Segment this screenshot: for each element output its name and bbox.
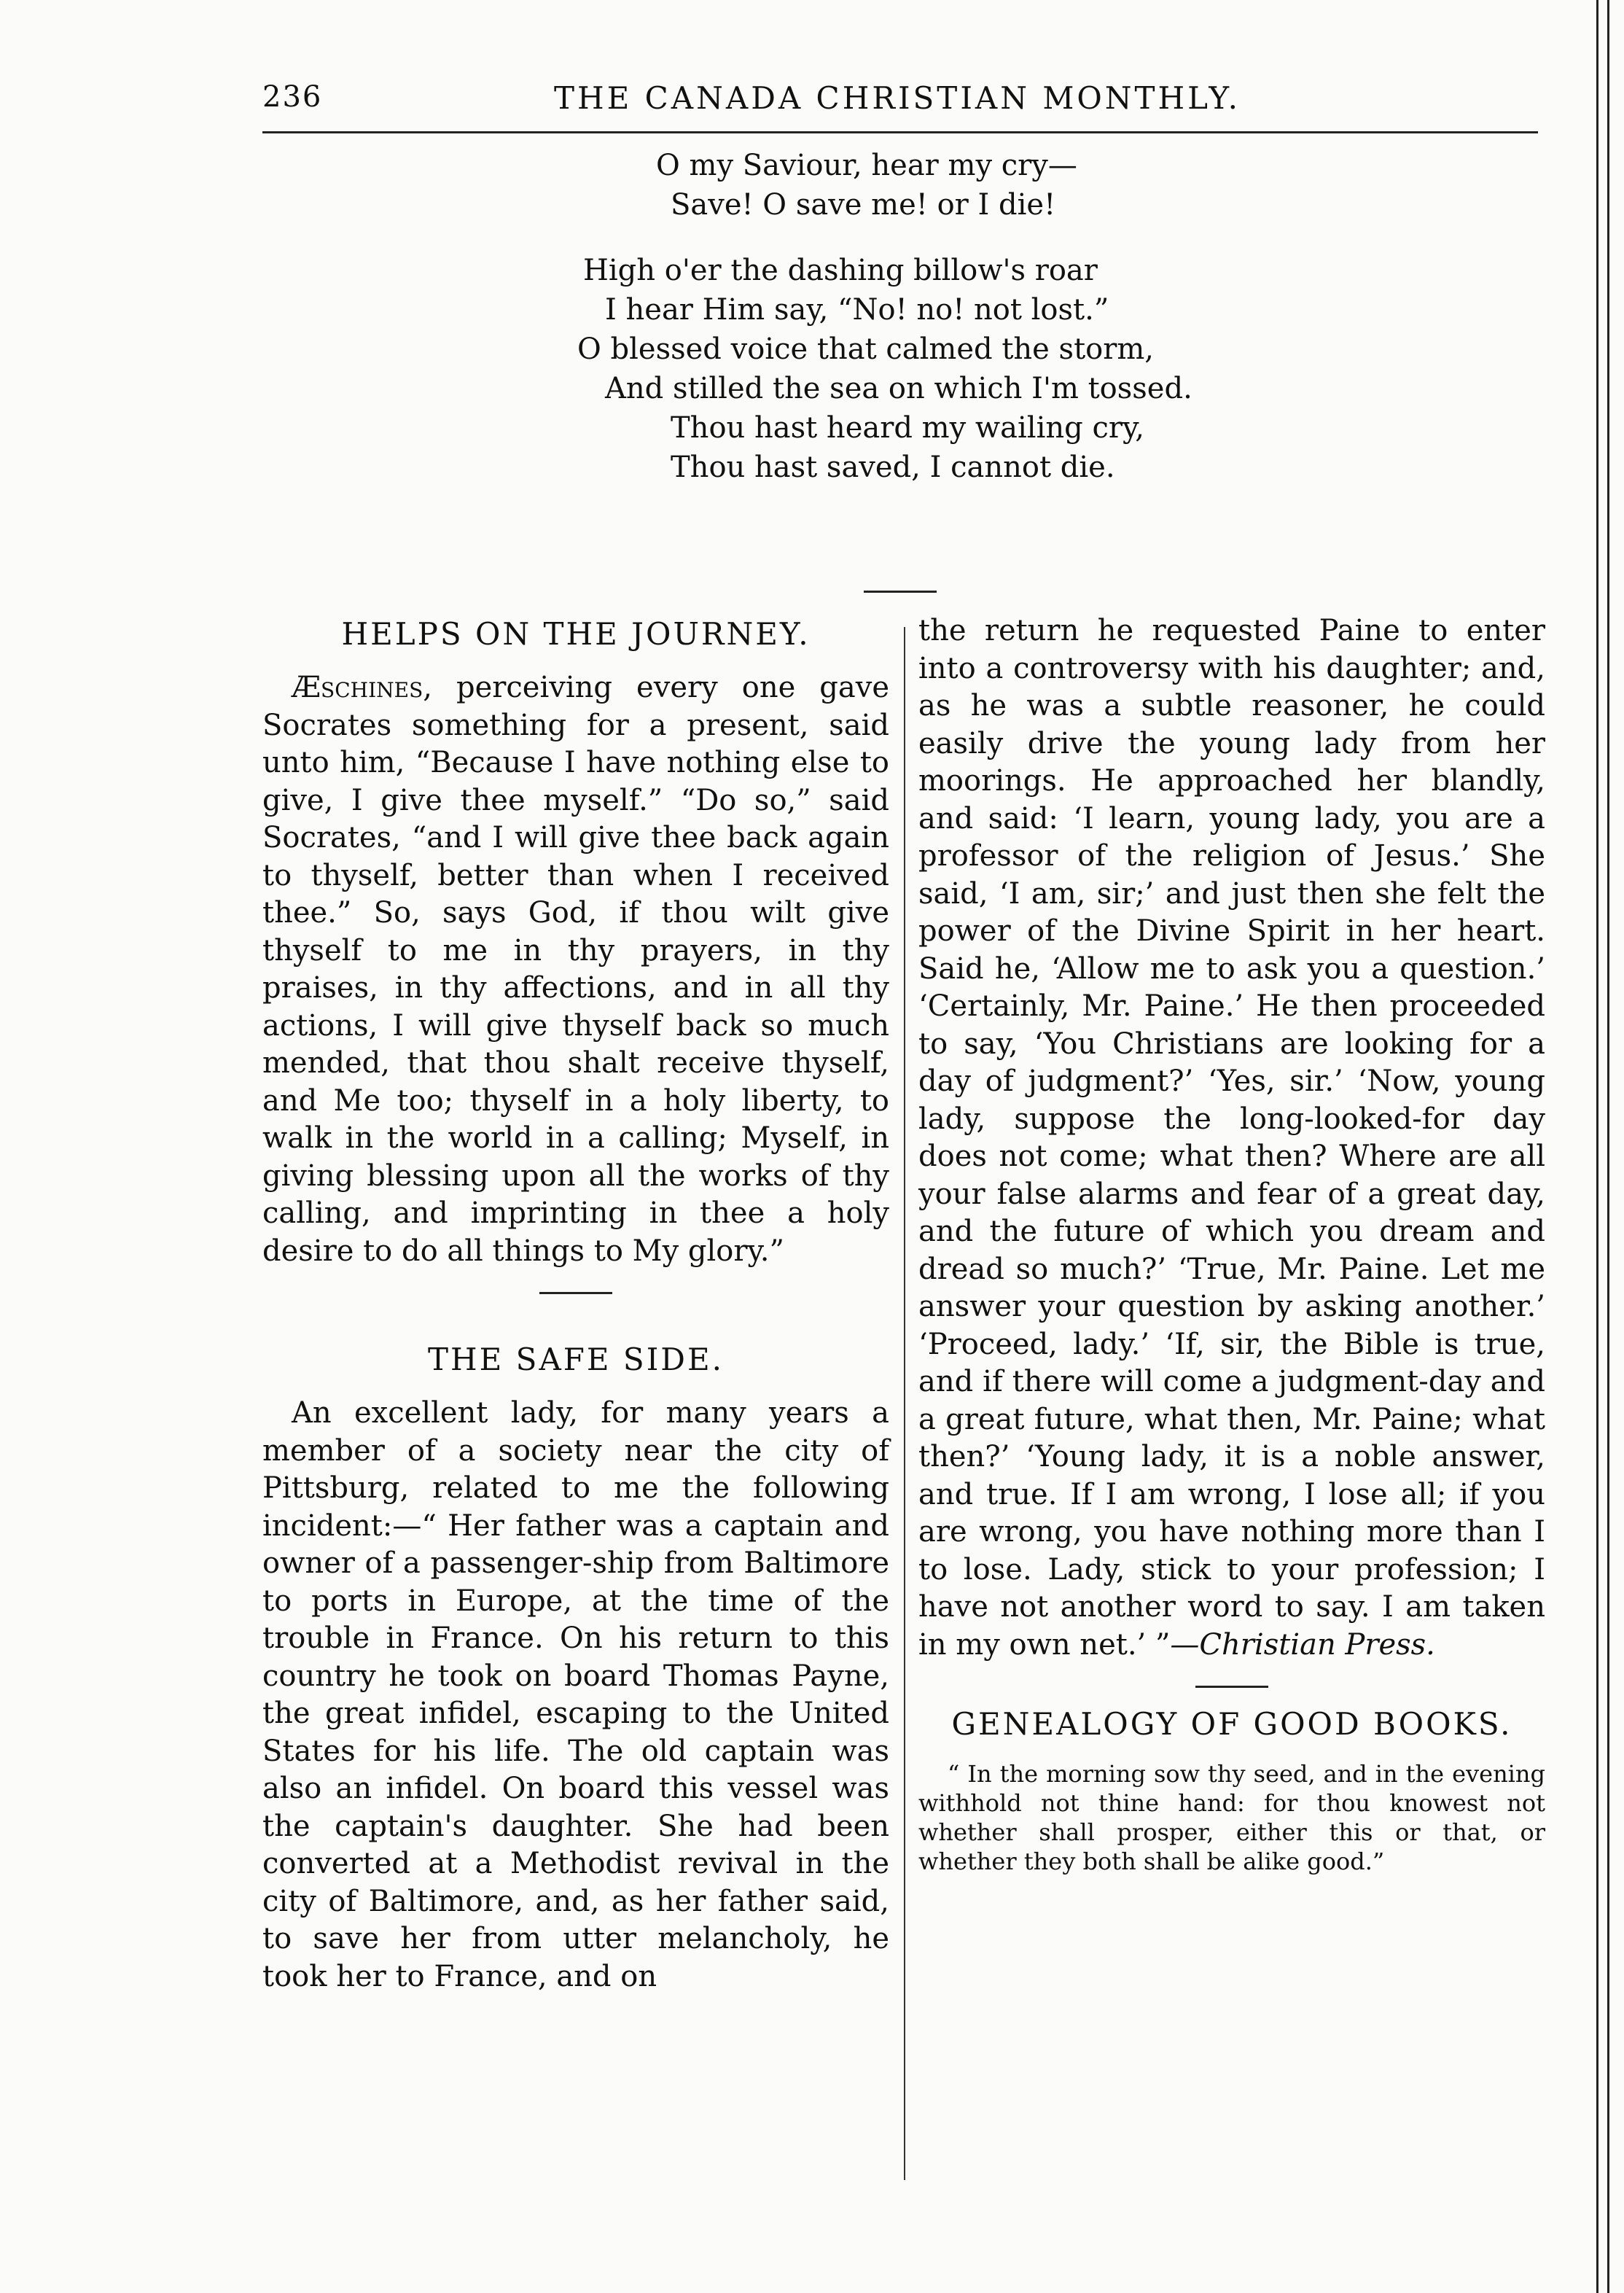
poem-stanza-2 bbox=[262, 251, 1538, 487]
poem-line: Save! O save me! or I die! bbox=[671, 188, 1056, 222]
section-rule bbox=[539, 1292, 612, 1294]
page-edge-border bbox=[1596, 0, 1609, 2293]
safe-side-paragraph: An excellent lady, for many years a member of a society near the city of Pittsburg, related to me the following incident:—“ Her father was a captain and owner of a passenger-ship from Baltimore to ports in Europe, at the time of the trouble in France. On his return to this country he took on board Thomas Payne, the great infidel, escaping to the United States for his life. The old captain was also an infidel. On board this vessel was the captain's daughter. She had been converted at a Methodist revival in the city of Baltimore, and, as her father said, to save her from utter melancholy, he took her to France, and on bbox=[262, 1396, 889, 1993]
column-divider bbox=[904, 627, 905, 2180]
poem-line: O blessed voice that calmed the storm, bbox=[577, 332, 1154, 366]
safe-side-continued bbox=[918, 612, 1545, 1664]
page-number: 236 bbox=[262, 80, 323, 114]
poem-line: Thou hast saved, I cannot die. bbox=[671, 451, 1115, 484]
section-rule bbox=[1195, 1686, 1268, 1688]
helps-body: perceiving every one gave Socrates something for a present, said unto him, “Because I have nothing else to give, I give thee myself.” “Do so,” said Socrates, “and I will give thee back again to thyself, better than when I received thee.” So, says God, if thou wilt give thyself to me in thy prayers, in thy praises, in thy affections, and in all thy actions, I will give thyself back so much mended, that thou shalt receive thyself, and Me too; thyself in a holy liberty, to walk in the world in a calling; Myself, in giving blessing upon all the works of thy calling, and imprinting in thee a holy desire to do all things to My glory.” bbox=[262, 671, 889, 1268]
genealogy-heading: GENEALOGY OF GOOD BOOKS. bbox=[951, 1706, 1512, 1742]
helps-paragraph bbox=[262, 669, 889, 1270]
section-rule bbox=[864, 591, 937, 593]
page-header bbox=[262, 73, 1538, 133]
page bbox=[262, 58, 1545, 2246]
helps-heading: HELPS ON THE JOURNEY. bbox=[341, 616, 811, 652]
running-head: THE CANADA CHRISTIAN MONTHLY. bbox=[554, 80, 1241, 116]
poem-stanza-1 bbox=[262, 146, 1538, 225]
poem-line: I hear Him say, “No! no! not lost.” bbox=[605, 293, 1109, 327]
helps-lead-word: Æschines, bbox=[292, 671, 432, 704]
poem-line: High o'er the dashing billow's roar bbox=[583, 254, 1098, 287]
poem-line: O my Saviour, hear my cry— bbox=[656, 149, 1077, 182]
poem-line: Thou hast heard my wailing cry, bbox=[671, 411, 1144, 445]
genealogy-epigraph: “ In the morning sow thy seed, and in the evening withhold not thine hand: for thou knowest not whether shall prosper, either this or that, or whether they both shall be alike good.” bbox=[918, 1760, 1545, 1875]
safe-side-continued-text: the return he requested Paine to enter into a controversy with his daughter; and, as he was a subtle reasoner, he could easily drive the young lady from her moorings. He approached her blandly, and said: ‘I learn, young lady, you are a professor of the religion of Jesus.’ She said, ‘I am, sir;’ and just then she felt the power of the Divine Spirit in her heart. Said he, ‘Allow me to ask you a question.’ ‘Certainly, Mr. Paine.’ He then proceeded to say, ‘You Christians are looking for a day of judgment?’ ‘Yes, sir.’ ‘Now, young lady, suppose the long-looked-for day does not come; what then? Where are all your false alarms and fear of a great day, and the future of which you dream and dread so much?’ ‘True, Mr. Paine. Let me answer your question by asking another.’ ‘Proceed, lady.’ ‘If, sir, the Bible is true, and if there will come a judgment-day and a great future, what then, Mr. Paine; what then?’ ‘Young lady, it is a noble answer, and true. If I am wrong, I lose all; if you are wrong, you have nothing more than I to lose. Lady, stick to your profession; I have not another word to say. I am taken in my own net.’ ” bbox=[918, 614, 1545, 1662]
safe-side-heading: THE SAFE SIDE. bbox=[428, 1342, 724, 1377]
left-column bbox=[262, 612, 889, 1996]
right-column bbox=[918, 612, 1545, 1876]
poem-line: And stilled the sea on which I'm tossed. bbox=[605, 372, 1192, 405]
safe-side-source: —Christian Press. bbox=[1170, 1627, 1435, 1662]
poem bbox=[262, 146, 1538, 513]
